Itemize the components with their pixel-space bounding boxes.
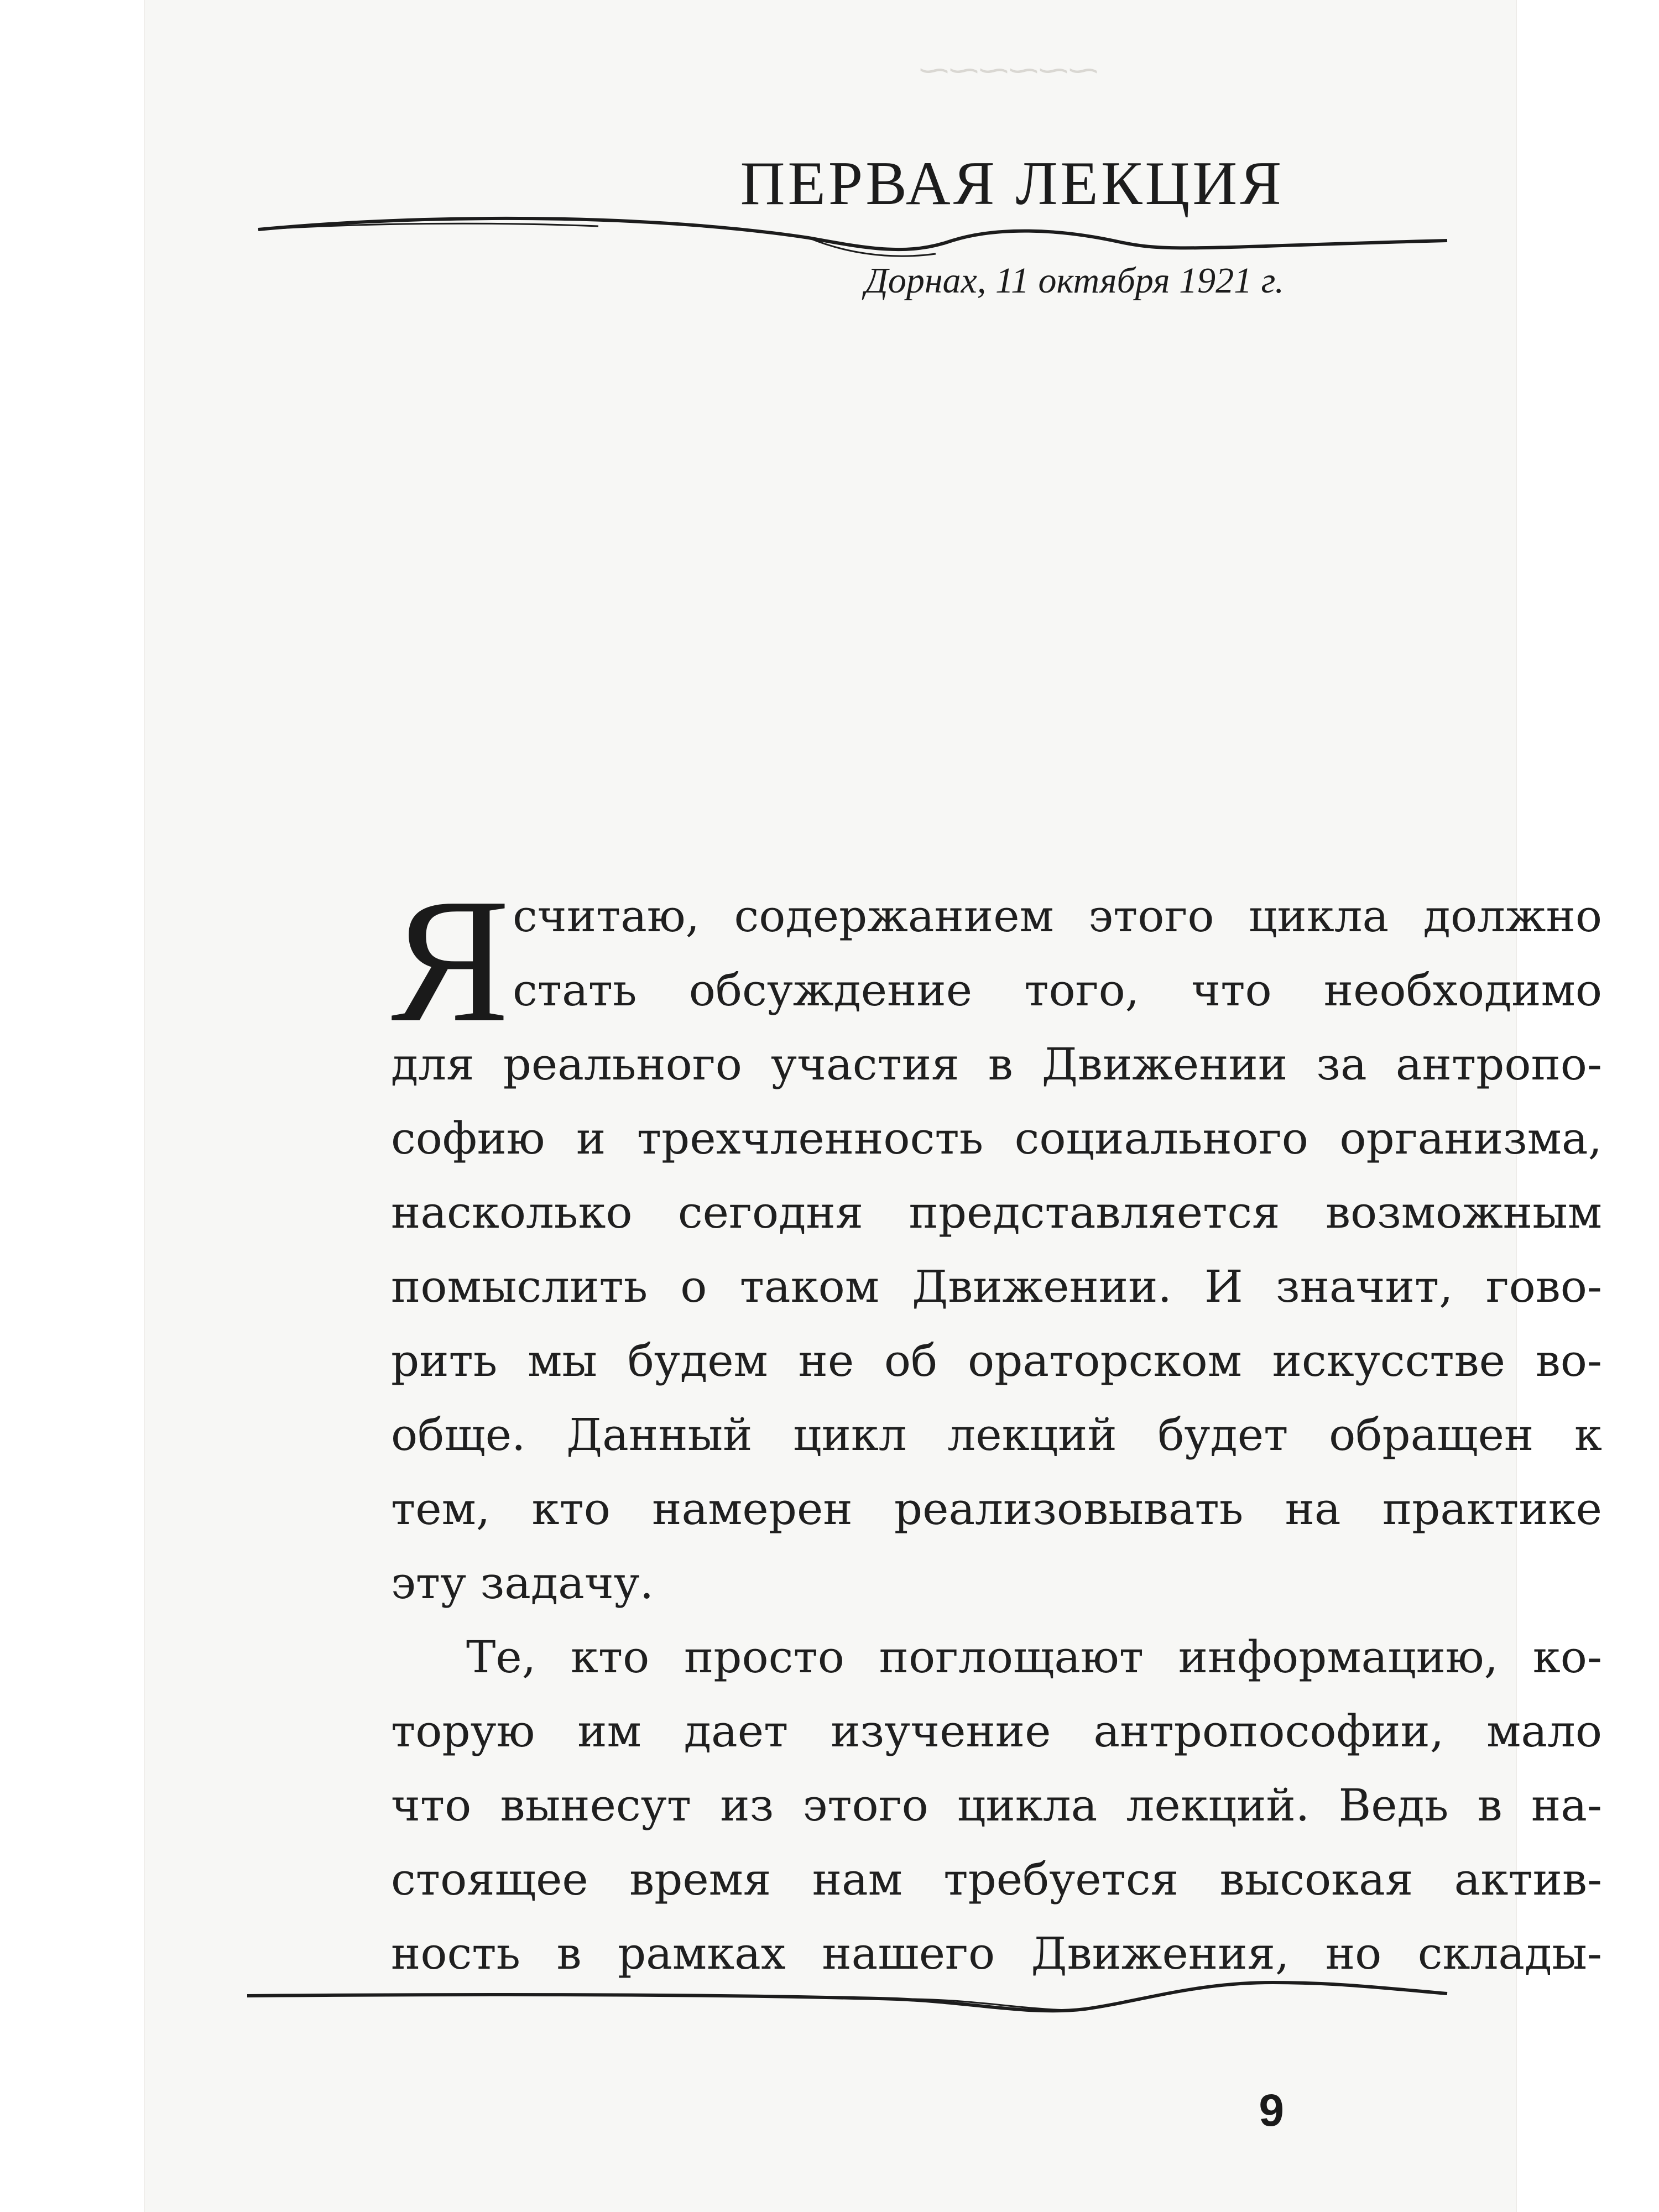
paragraph-1 [391, 862, 1602, 1620]
text-line: торую им дает изучение антропософии, мало [391, 1705, 1602, 1757]
text-line: ность в рамках нашего Движения, но склады- [391, 1928, 1602, 1979]
text-line: тем, кто намерен реализовывать на практике [391, 1483, 1602, 1535]
text-line: что вынесут из этого цикла лекций. Ведь в на- [391, 1780, 1602, 1831]
drop-cap: Я [391, 862, 510, 1059]
book-page [145, 0, 1602, 2212]
text-line: стать обсуждение того, что необходимо [513, 964, 1602, 1016]
text-line: рить мы будем не об ораторском искусстве во- [391, 1335, 1602, 1386]
body-text [391, 862, 1602, 1991]
text-line: стоящее время нам требуется высокая актив- [391, 1854, 1602, 1905]
text-line: Те, кто просто поглощают информацию, ко- [466, 1631, 1602, 1683]
text-line: эту задачу. [391, 1557, 654, 1609]
chapter-title: ПЕРВАЯ ЛЕКЦИЯ [740, 149, 1284, 218]
show-through-running-head: ⁓⁓⁓⁓⁓⁓ [919, 54, 1098, 87]
text-line: помыслить о таком Движении. И значит, гово- [391, 1261, 1602, 1312]
lecture-dateline: Дорнах, 11 октября 1921 г. [864, 260, 1284, 301]
text-line: насколько сегодня представляется возможным [391, 1187, 1602, 1238]
paragraph-2 [391, 1620, 1602, 1991]
page-number: 9 [1259, 2085, 1284, 2136]
text-line: для реального участия в Движении за антропо- [391, 1039, 1602, 1090]
footer-swash-ornament [244, 1966, 1450, 2027]
text-line: софию и трехчленность социального организма, [391, 1113, 1602, 1164]
text-line: обще. Данный цикл лекций будет обращен к [391, 1409, 1602, 1460]
title-swash-ornament [255, 207, 1450, 268]
text-line: считаю, содержанием этого цикла должно [513, 890, 1602, 942]
